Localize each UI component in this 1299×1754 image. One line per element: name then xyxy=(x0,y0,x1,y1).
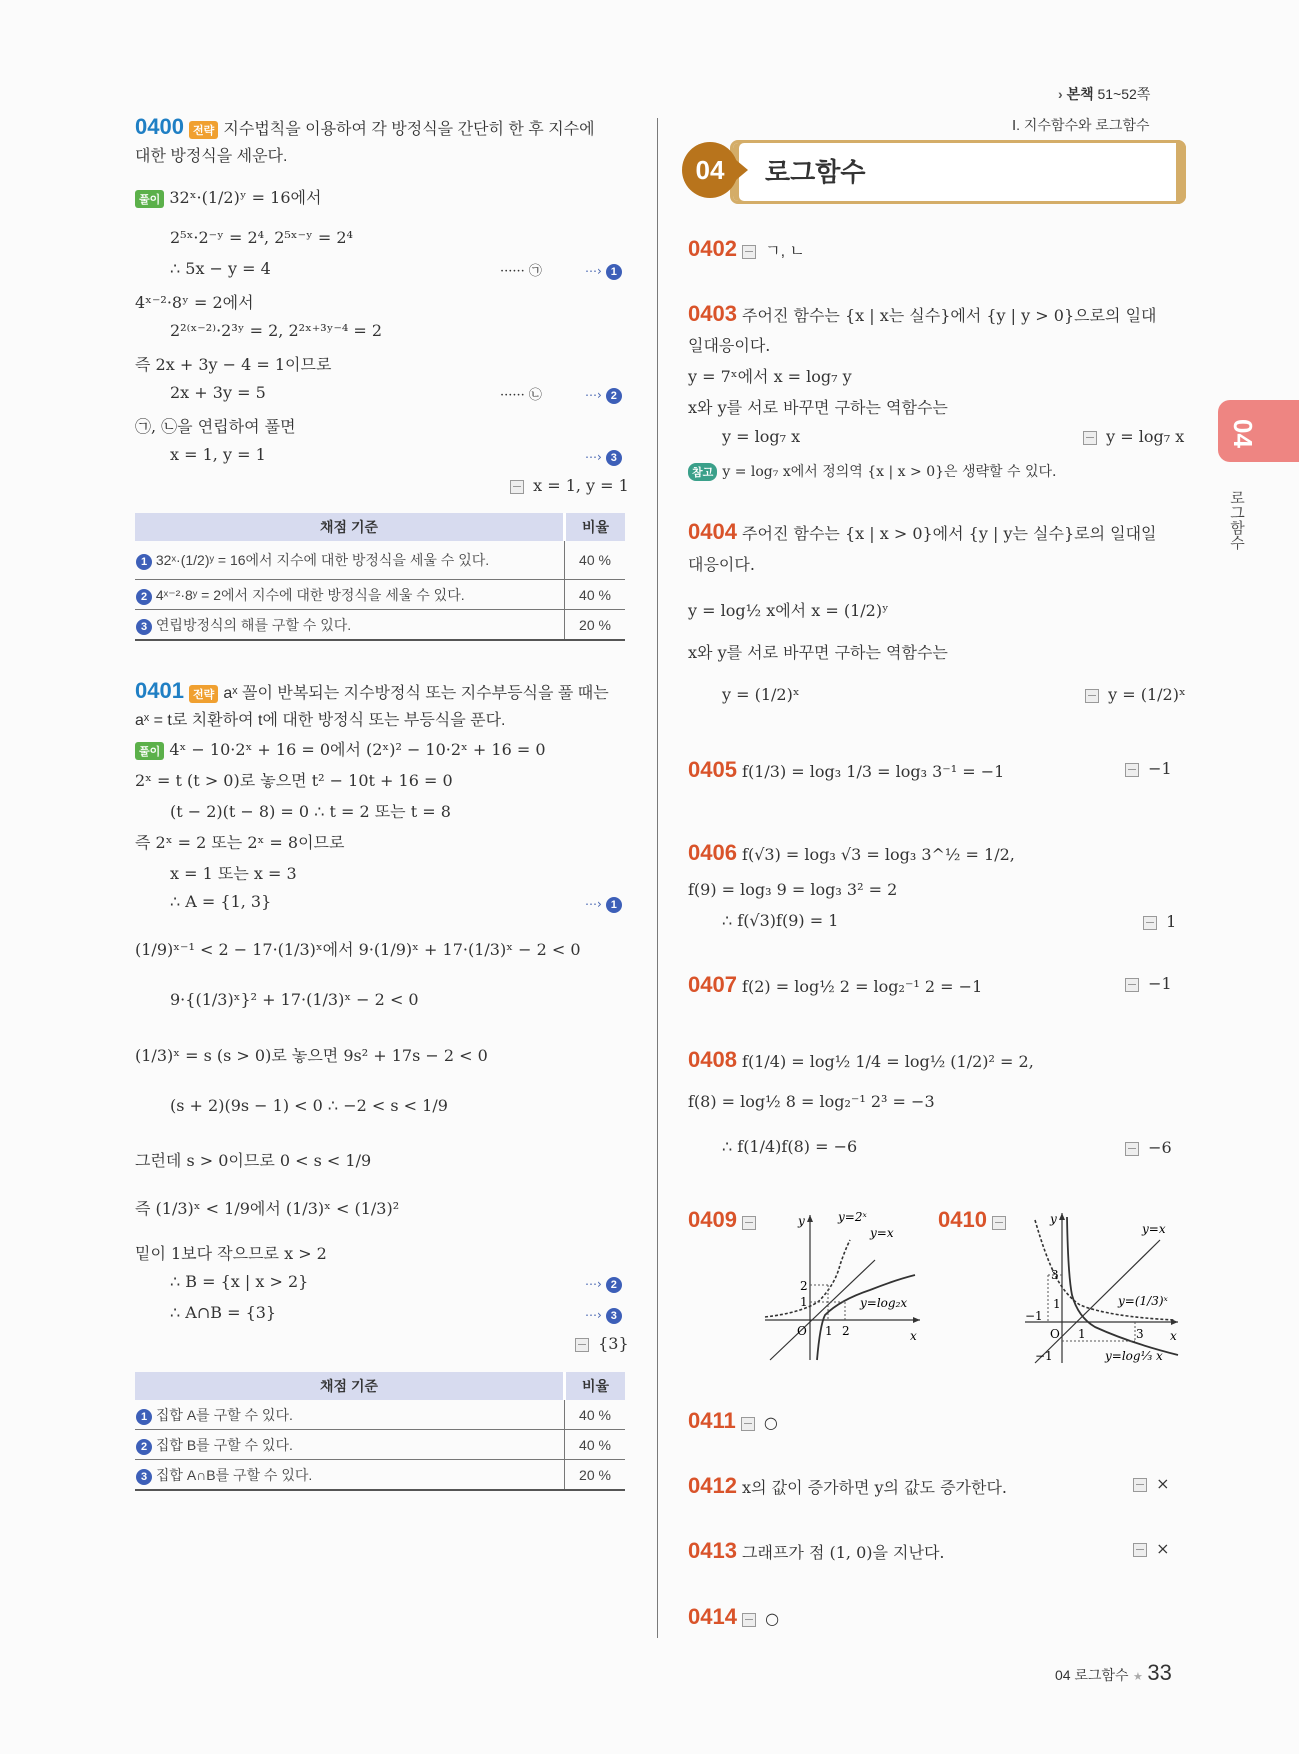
problem-number: 0407 xyxy=(688,972,737,997)
math-line: x와 y를 서로 바꾸면 구하는 역함수는 xyxy=(688,398,948,417)
answer-value: ㄱ, ㄴ xyxy=(765,243,805,260)
criteria-text: 4ˣ⁻²·8ʸ = 2에서 지수에 대한 방정식을 세울 수 있다. xyxy=(155,586,465,603)
problem-number: 0412 xyxy=(688,1473,737,1498)
answer xyxy=(1125,1138,1172,1157)
answer xyxy=(1083,427,1184,446)
step-marker-1 xyxy=(585,893,622,913)
criteria-text: 연립방정식의 해를 구할 수 있다. xyxy=(155,616,352,633)
math-line: 4ˣ − 10·2ˣ + 16 = 0에서 (2ˣ)² − 10·2ˣ + 16 = 0 xyxy=(169,740,546,759)
math-line: f(9) = log₃ 9 = log₃ 3² = 2 xyxy=(688,880,898,899)
problem-number: 0413 xyxy=(688,1538,737,1563)
math-line: 9·{(1/3)ˣ}² + 17·(1/3)ˣ − 2 < 0 xyxy=(170,990,419,1009)
step-marker-2 xyxy=(585,1273,622,1293)
chapter-title: 로그함수 xyxy=(765,157,866,187)
grading-table-0401 xyxy=(135,1372,625,1491)
solution-line xyxy=(135,737,546,760)
table-row xyxy=(135,1400,625,1430)
answer-icon xyxy=(1133,1478,1147,1492)
problem-number: 0404 xyxy=(688,519,737,544)
tick-label: 1 xyxy=(1078,1327,1086,1341)
strategy-text: aˣ 꼴이 반복되는 지수방정식 또는 지수부등식을 풀 때는 xyxy=(223,685,609,702)
math-line: y = (1/2)ˣ xyxy=(722,685,800,704)
math-line: 2ˣ = t (t > 0)로 놓으면 t² − 10t + 16 = 0 xyxy=(135,771,453,790)
strategy-text: 지수법칙을 이용하여 각 방정식을 간단히 한 후 지수에 xyxy=(223,121,595,138)
math-line: x와 y를 서로 바꾸면 구하는 역함수는 xyxy=(688,643,948,662)
chapter-number-badge: 04 xyxy=(682,142,738,198)
step-badge: 2 xyxy=(136,589,152,605)
step-badge: 2 xyxy=(136,1439,152,1455)
unit-title: Ⅰ. 지수함수와 로그함수 xyxy=(1012,117,1150,133)
graph-0409 xyxy=(760,1205,930,1365)
x-axis-label: x xyxy=(910,1329,917,1343)
math-line: f(√3) = log₃ √3 = log₃ 3^½ = 1/2, xyxy=(742,845,1015,864)
strategy-text-cont: aˣ = t로 치환하여 t에 대한 방정식 또는 부등식을 푼다. xyxy=(135,712,506,729)
problem-text: 주어진 함수는 {x | x > 0}에서 {y | y는 실수}로의 일대일 xyxy=(742,524,1157,543)
reference-label: 본책 xyxy=(1066,86,1094,102)
problem-number: 0414 xyxy=(688,1604,737,1629)
math-line: 즉 (1/3)ˣ < 1/9에서 (1/3)ˣ < (1/3)² xyxy=(135,1199,400,1218)
dotted-arrow-icon: ⋯› xyxy=(585,388,602,402)
math-line: 32ˣ·(1/2)ʸ = 16에서 xyxy=(169,188,322,207)
math-line: 2x + 3y = 5 xyxy=(170,383,266,402)
tick-label: 2 xyxy=(842,1324,850,1338)
tick-label: 1 xyxy=(825,1324,833,1338)
answer-icon xyxy=(1125,763,1139,777)
answer-icon xyxy=(1083,431,1097,445)
origin-label: O xyxy=(1050,1327,1060,1341)
answer-value: ○ xyxy=(765,1609,780,1628)
step-badge: 3 xyxy=(136,1469,152,1485)
math-line: ㉠, ㉡을 연립하여 풀면 xyxy=(135,417,296,436)
ratio-value: 40 % xyxy=(565,1430,626,1460)
math-line: ∴ f(1/4)f(8) = −6 xyxy=(722,1137,858,1156)
dotted-arrow-icon: ⋯› xyxy=(585,897,602,911)
answer-icon xyxy=(1133,1543,1147,1557)
math-line: x = 1 또는 x = 3 xyxy=(170,864,297,883)
problem-number: 0409 xyxy=(688,1207,737,1232)
criteria-text: 집합 B를 구할 수 있다. xyxy=(155,1436,293,1453)
answer-value: −1 xyxy=(1148,759,1172,778)
math-line: (t − 2)(t − 8) = 0 ∴ t = 2 또는 t = 8 xyxy=(170,802,451,821)
answer xyxy=(510,476,629,495)
problem-0413 xyxy=(688,1538,945,1564)
step-badge: 1 xyxy=(606,897,622,913)
math-line: ∴ f(√3)f(9) = 1 xyxy=(722,911,839,930)
tick-label: 3 xyxy=(1051,1268,1059,1282)
dotted-arrow-icon: ⋯› xyxy=(585,1308,602,1322)
reference-note xyxy=(688,461,1056,481)
criteria-text: 32ˣ·(1/2)ʸ = 16에서 지수에 대한 방정식을 세울 수 있다. xyxy=(155,552,490,568)
answer xyxy=(1125,974,1172,993)
problem-text-cont: 일대응이다. xyxy=(688,336,771,355)
math-line: f(1/4) = log½ 1/4 = log½ (1/2)² = 2, xyxy=(742,1052,1034,1071)
column-divider xyxy=(657,118,658,1638)
math-line: y = log½ x에서 x = (1/2)ʸ xyxy=(688,601,889,620)
star-icon: ★ xyxy=(1133,1671,1143,1683)
problem-number: 0405 xyxy=(688,757,737,782)
step-marker-3 xyxy=(585,1304,622,1324)
criteria-text: 집합 A∩B를 구할 수 있다. xyxy=(155,1466,313,1483)
header-criteria: 채점 기준 xyxy=(135,513,565,541)
math-line: x = 1, y = 1 xyxy=(170,445,266,464)
answer-icon xyxy=(742,245,756,259)
ratio-value: 20 % xyxy=(565,1460,626,1491)
answer-value: × xyxy=(1156,1539,1170,1558)
answer-value: {3} xyxy=(598,1334,629,1353)
answer xyxy=(1125,759,1172,778)
problem-number: 0403 xyxy=(688,301,737,326)
problem-0412 xyxy=(688,1473,1007,1499)
tick-label: 1 xyxy=(1053,1297,1061,1311)
reference-tag: 참고 xyxy=(688,463,717,481)
answer-value: −1 xyxy=(1148,974,1172,993)
math-line: f(8) = log½ 8 = log₂⁻¹ 2³ = −3 xyxy=(688,1092,935,1111)
x-axis-label: x xyxy=(1170,1329,1177,1343)
step-marker-1 xyxy=(585,260,622,280)
solution-tag: 풀이 xyxy=(135,190,164,208)
answer xyxy=(1085,685,1186,704)
header-ratio: 비율 xyxy=(565,1372,626,1400)
problem-number: 0411 xyxy=(688,1408,736,1433)
problem-text-cont: 대응이다. xyxy=(688,555,755,574)
tick-label: 2 xyxy=(800,1279,808,1293)
answer-icon xyxy=(992,1216,1006,1230)
curve-label: y=x xyxy=(1142,1222,1166,1236)
problem-number: 0408 xyxy=(688,1047,737,1072)
problem-0414 xyxy=(688,1604,779,1630)
answer-value: 1 xyxy=(1166,912,1177,931)
curve-label: y=2ˣ xyxy=(838,1210,867,1224)
math-line: ∴ 5x − y = 4 xyxy=(170,259,271,278)
answer-value: × xyxy=(1156,1474,1170,1493)
math-line: ∴ B = {x | x > 2} xyxy=(170,1272,309,1291)
grading-table-0400 xyxy=(135,513,625,641)
answer-value: y = (1/2)ˣ xyxy=(1108,685,1186,704)
step-badge: 1 xyxy=(136,1409,152,1425)
table-row xyxy=(135,1430,625,1460)
step-marker-2 xyxy=(585,384,622,404)
step-badge: 3 xyxy=(136,619,152,635)
problem-0406 xyxy=(688,840,1015,866)
answer-value: x = 1, y = 1 xyxy=(533,476,629,495)
solution-tag: 풀이 xyxy=(135,742,164,760)
page-footer xyxy=(1055,1660,1172,1686)
math-line: 즉 2x + 3y − 4 = 1이므로 xyxy=(135,355,332,374)
math-line: ∴ A∩B = {3} xyxy=(170,1303,277,1322)
problem-text: 그래프가 점 (1, 0)을 지난다. xyxy=(742,1543,945,1562)
tick-label: 3 xyxy=(1136,1327,1144,1341)
problem-0405 xyxy=(688,757,1004,783)
curve-label: y=(1/3)ˣ xyxy=(1118,1294,1168,1308)
math-line: 2²⁽ˣ⁻²⁾·2³ʸ = 2, 2²ˣ⁺³ʸ⁻⁴ = 2 xyxy=(170,321,383,340)
problem-number: 0402 xyxy=(688,236,737,261)
problem-0407 xyxy=(688,972,982,998)
problem-0411 xyxy=(688,1408,778,1434)
problem-number: 0400 xyxy=(135,114,184,139)
math-line: y = log₇ x xyxy=(722,427,801,446)
math-line: (s + 2)(9s − 1) < 0 ∴ −2 < s < 1/9 xyxy=(170,1096,448,1115)
step-badge: 2 xyxy=(606,388,622,404)
step-badge: 1 xyxy=(136,554,152,570)
page-number: 33 xyxy=(1147,1660,1172,1685)
strategy-text-cont: 대한 방정식을 세운다. xyxy=(135,148,288,165)
problem-0410 xyxy=(938,1207,1010,1233)
table-row xyxy=(135,580,625,610)
page-reference xyxy=(1058,84,1150,104)
strategy-tag: 전략 xyxy=(189,121,218,139)
math-line: ∴ A = {1, 3} xyxy=(170,892,272,911)
side-tab-number: 04 xyxy=(1227,419,1258,448)
ratio-value: 40 % xyxy=(565,580,626,610)
problem-text: 주어진 함수는 {x | x는 실수}에서 {y | y > 0}으로의 일대 xyxy=(742,306,1157,325)
step-badge: 3 xyxy=(606,450,622,466)
tick-label: 1 xyxy=(800,1295,808,1309)
equation-marker: ······ ㉠ xyxy=(500,264,542,279)
header-criteria: 채점 기준 xyxy=(135,1372,565,1400)
dotted-arrow-icon: ⋯› xyxy=(585,450,602,464)
step-badge: 3 xyxy=(606,1308,622,1324)
ratio-value: 40 % xyxy=(565,541,626,580)
y-axis-label: y xyxy=(1050,1212,1057,1226)
answer-value: −6 xyxy=(1148,1138,1172,1157)
math-line: (1/9)ˣ⁻¹ < 2 − 17·(1/3)ˣ에서 9·(1/9)ˣ + 17·(1/3)ˣ − 2 < 0 xyxy=(135,940,581,959)
answer-value: ○ xyxy=(763,1413,778,1432)
dotted-arrow-icon: ⋯› xyxy=(585,1277,602,1291)
problem-0401-heading xyxy=(135,678,609,704)
answer-value: y = log₇ x xyxy=(1106,427,1185,446)
math-line: f(2) = log½ 2 = log₂⁻¹ 2 = −1 xyxy=(742,977,983,996)
answer xyxy=(1133,1539,1170,1558)
step-marker-3 xyxy=(585,446,622,466)
problem-0402 xyxy=(688,236,805,262)
answer-icon xyxy=(1125,978,1139,992)
ratio-value: 40 % xyxy=(565,1400,626,1430)
problem-0400-heading xyxy=(135,114,595,140)
curve-label: y=x xyxy=(870,1226,894,1240)
answer-icon xyxy=(575,1338,589,1352)
problem-text: x의 값이 증가하면 y의 값도 증가한다. xyxy=(742,1478,1008,1497)
answer-icon xyxy=(1125,1142,1139,1156)
reference-arrow-icon: › xyxy=(1058,86,1063,102)
problem-number: 0406 xyxy=(688,840,737,865)
answer-icon xyxy=(742,1216,756,1230)
math-line: f(1/3) = log₃ 1/3 = log₃ 3⁻¹ = −1 xyxy=(742,762,1005,781)
math-line: (1/3)ˣ = s (s > 0)로 놓으면 9s² + 17s − 2 < 0 xyxy=(135,1046,488,1065)
answer-icon xyxy=(1143,916,1157,930)
tick-label: −1 xyxy=(1035,1349,1053,1363)
table-row xyxy=(135,1460,625,1491)
tick-label: −1 xyxy=(1025,1309,1043,1323)
problem-number: 0401 xyxy=(135,678,184,703)
ratio-value: 20 % xyxy=(565,610,626,641)
math-line: 그런데 s > 0이므로 0 < s < 1/9 xyxy=(135,1151,372,1170)
equation-marker: ······ ㉡ xyxy=(500,388,542,403)
answer-icon xyxy=(742,1613,756,1627)
problem-0408 xyxy=(688,1047,1034,1073)
curve-label: y=log₂x xyxy=(860,1296,908,1310)
step-badge: 1 xyxy=(606,264,622,280)
table-row xyxy=(135,610,625,641)
y-axis-label: y xyxy=(798,1214,805,1228)
answer xyxy=(1143,912,1176,931)
answer xyxy=(1133,1474,1170,1493)
reference-pages: 51~52쪽 xyxy=(1097,86,1151,102)
math-line: y = 7ˣ에서 x = log₇ y xyxy=(688,367,852,386)
problem-0404-heading xyxy=(688,519,1157,545)
problem-0409 xyxy=(688,1207,760,1233)
math-line: 즉 2ˣ = 2 또는 2ˣ = 8이므로 xyxy=(135,833,345,852)
math-line: 2⁵ˣ·2⁻ʸ = 2⁴, 2⁵ˣ⁻ʸ = 2⁴ xyxy=(170,228,353,247)
footer-chapter: 04 로그함수 xyxy=(1055,1667,1129,1683)
math-line: 밑이 1보다 작으므로 x > 2 xyxy=(135,1244,327,1263)
origin-label: O xyxy=(797,1324,807,1338)
problem-number: 0410 xyxy=(938,1207,987,1232)
header-ratio: 비율 xyxy=(565,513,626,541)
answer xyxy=(575,1334,629,1353)
dotted-arrow-icon: ⋯› xyxy=(585,264,602,278)
criteria-text: 집합 A를 구할 수 있다. xyxy=(155,1406,293,1423)
answer-icon xyxy=(510,480,524,494)
note-text: y = log₇ x에서 정의역 {x | x > 0}은 생략할 수 있다. xyxy=(722,464,1057,480)
answer-icon xyxy=(1085,689,1099,703)
graph-0410 xyxy=(1020,1205,1185,1365)
side-tab-label: 로그함수 xyxy=(1228,490,1245,550)
problem-0403-heading xyxy=(688,301,1157,327)
strategy-tag: 전략 xyxy=(189,685,218,703)
math-line: 4ˣ⁻²·8ʸ = 2에서 xyxy=(135,293,254,312)
table-row xyxy=(135,541,625,580)
curve-label: y=log⅓ x xyxy=(1105,1349,1163,1363)
answer-icon xyxy=(741,1417,755,1431)
step-badge: 2 xyxy=(606,1277,622,1293)
solution-line xyxy=(135,185,321,208)
